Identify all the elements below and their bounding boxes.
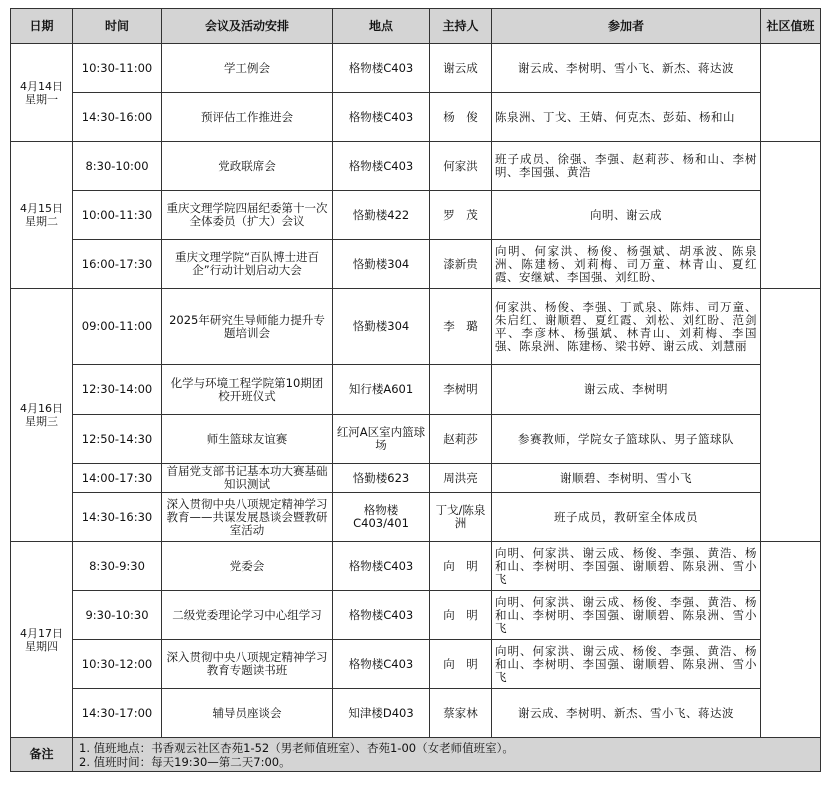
host-cell: 向 明	[430, 542, 492, 591]
host-cell: 杨 俊	[430, 93, 492, 142]
event-cell: 辅导员座谈会	[162, 689, 333, 738]
location-cell: 格物楼C403	[333, 591, 430, 640]
time-cell: 8:30-9:30	[73, 542, 162, 591]
note-body	[73, 738, 821, 772]
table-row	[11, 365, 821, 415]
host-cell: 赵莉莎	[430, 415, 492, 464]
host-cell: 谢云成	[430, 44, 492, 93]
attendees-cell: 何家洪、杨俊、李强、丁贰泉、陈炜、司万童、朱启红、谢顺碧、夏红霞、刘松、刘红盼、范剑平、李彦林、杨强斌、林青山、刘莉梅、李国强、陈泉洲、陈建杨、梁书婷、谢云成、刘慧丽	[492, 289, 761, 365]
attendees-cell: 向明、何家洪、杨俊、杨强斌、胡承波、陈泉洲、陈建杨、刘莉梅、司万童、林青山、夏红霞、安继斌、李国强、刘红盼、	[492, 240, 761, 289]
attendees-cell: 谢云成、李树明、新杰、雪小飞、蒋达波	[492, 689, 761, 738]
time-cell: 14:30-16:30	[73, 493, 162, 542]
attendees-cell: 向明、何家洪、谢云成、杨俊、李强、黄浩、杨和山、李树明、李国强、谢顺碧、陈泉洲、雪小飞	[492, 640, 761, 689]
location-cell: 格物楼C403	[333, 640, 430, 689]
weekday-label: 星期二	[25, 215, 58, 228]
table-row	[11, 689, 821, 738]
event-cell: 深入贯彻中央八项规定精神学习教育——共谋发展恳谈会暨教研室活动	[162, 493, 333, 542]
time-cell: 12:50-14:30	[73, 415, 162, 464]
date-cell	[11, 542, 73, 738]
table-row	[11, 493, 821, 542]
event-cell: 2025年研究生导师能力提升专题培训会	[162, 289, 333, 365]
attendees-cell: 陈泉洲、丁戈、王婧、何克杰、彭茹、杨和山	[492, 93, 761, 142]
host-cell: 向 明	[430, 640, 492, 689]
time-cell: 14:30-16:00	[73, 93, 162, 142]
date-label: 4月14日	[20, 79, 63, 93]
header-time: 时间	[73, 9, 162, 44]
header-host: 主持人	[430, 9, 492, 44]
date-label: 4月17日	[20, 626, 63, 640]
event-cell: 学工例会	[162, 44, 333, 93]
location-cell: 知行楼A601	[333, 365, 430, 415]
attendees-cell: 参赛教师，学院女子篮球队、男子篮球队	[492, 415, 761, 464]
time-cell: 10:00-11:30	[73, 191, 162, 240]
host-cell: 罗 茂	[430, 191, 492, 240]
attendees-cell: 向明、谢云成	[492, 191, 761, 240]
location-cell: 知津楼D403	[333, 689, 430, 738]
duty-cell	[761, 44, 821, 142]
attendees-cell: 向明、何家洪、谢云成、杨俊、李强、黄浩、杨和山、李树明、李国强、谢顺碧、陈泉洲、雪小飞	[492, 591, 761, 640]
event-cell: 化学与环境工程学院第10期团校开班仪式	[162, 365, 333, 415]
time-cell: 10:30-11:00	[73, 44, 162, 93]
note-label: 备注	[11, 738, 73, 772]
host-cell: 何家洪	[430, 142, 492, 191]
attendees-cell: 谢云成、李树明	[492, 365, 761, 415]
event-cell: 预评估工作推进会	[162, 93, 333, 142]
date-label: 4月16日	[20, 402, 63, 415]
time-cell: 8:30-10:00	[73, 142, 162, 191]
table-row	[11, 464, 821, 493]
note-row	[11, 738, 821, 772]
host-cell: 向 明	[430, 591, 492, 640]
host-cell: 周洪亮	[430, 464, 492, 493]
duty-cell	[761, 289, 821, 542]
date-cell	[11, 142, 73, 289]
weekday-label: 星期三	[25, 415, 58, 428]
attendees-cell: 谢顺碧、李树明、雪小飞	[492, 464, 761, 493]
table-row	[11, 415, 821, 464]
event-cell: 深入贯彻中央八项规定精神学习教育专题读书班	[162, 640, 333, 689]
event-cell: 重庆文理学院“百队博士进百企”行动计划启动大会	[162, 240, 333, 289]
time-cell: 10:30-12:00	[73, 640, 162, 689]
event-cell: 重庆文理学院四届纪委第十一次全体委员（扩大）会议	[162, 191, 333, 240]
event-cell: 二级党委理论学习中心组学习	[162, 591, 333, 640]
host-cell: 蔡家林	[430, 689, 492, 738]
time-cell: 14:00-17:30	[73, 464, 162, 493]
duty-cell	[761, 142, 821, 289]
location-cell: 恪勤楼304	[333, 289, 430, 365]
weekday-label: 星期一	[25, 92, 58, 106]
schedule-table	[10, 8, 821, 772]
duty-cell	[761, 542, 821, 738]
location-cell: 格物楼C403	[333, 142, 430, 191]
event-cell: 党委会	[162, 542, 333, 591]
location-cell: 格物楼C403	[333, 44, 430, 93]
location-cell: 格物楼C403	[333, 93, 430, 142]
attendees-cell: 班子成员、徐强、李强、赵莉莎、杨和山、李树明、李国强、黄浩	[492, 142, 761, 191]
table-row	[11, 591, 821, 640]
location-cell: 恪勤楼422	[333, 191, 430, 240]
location-cell: 格物楼C403/401	[333, 493, 430, 542]
table-row	[11, 640, 821, 689]
note-line: 1. 值班地点：书香观云社区杏苑1-52（男老师值班室）、杏苑1-00（女老师值班室）。	[79, 740, 514, 755]
attendees-cell: 谢云成、李树明、雪小飞、新杰、蒋达波	[492, 44, 761, 93]
table-row	[11, 93, 821, 142]
event-cell: 首届党支部书记基本功大赛基础知识测试	[162, 464, 333, 493]
note-line: 2. 值班时间：每天19:30—第二天7:00。	[79, 754, 291, 769]
event-cell: 师生篮球友谊赛	[162, 415, 333, 464]
host-cell: 丁戈/陈泉洲	[430, 493, 492, 542]
time-cell: 09:00-11:00	[73, 289, 162, 365]
header-row	[11, 9, 821, 44]
header-date: 日期	[11, 9, 73, 44]
time-cell: 16:00-17:30	[73, 240, 162, 289]
table-row	[11, 191, 821, 240]
table-row	[11, 542, 821, 591]
time-cell: 9:30-10:30	[73, 591, 162, 640]
header-duty: 社区值班	[761, 9, 821, 44]
location-cell: 红河A区室内篮球场	[333, 415, 430, 464]
weekday-label: 星期四	[25, 639, 58, 653]
attendees-cell: 班子成员，教研室全体成员	[492, 493, 761, 542]
table-row	[11, 289, 821, 365]
header-location: 地点	[333, 9, 430, 44]
header-attendees: 参加者	[492, 9, 761, 44]
location-cell: 恪勤楼304	[333, 240, 430, 289]
table-row	[11, 44, 821, 93]
header-event: 会议及活动安排	[162, 9, 333, 44]
host-cell: 李 璐	[430, 289, 492, 365]
table-row	[11, 142, 821, 191]
table-row	[11, 240, 821, 289]
event-cell: 党政联席会	[162, 142, 333, 191]
time-cell: 14:30-17:00	[73, 689, 162, 738]
date-cell	[11, 44, 73, 142]
time-cell: 12:30-14:00	[73, 365, 162, 415]
host-cell: 李树明	[430, 365, 492, 415]
date-cell	[11, 289, 73, 542]
location-cell: 格物楼C403	[333, 542, 430, 591]
date-label: 4月15日	[20, 202, 63, 215]
host-cell: 漆新贵	[430, 240, 492, 289]
attendees-cell: 向明、何家洪、谢云成、杨俊、李强、黄浩、杨和山、李树明、李国强、谢顺碧、陈泉洲、雪小飞	[492, 542, 761, 591]
location-cell: 恪勤楼623	[333, 464, 430, 493]
